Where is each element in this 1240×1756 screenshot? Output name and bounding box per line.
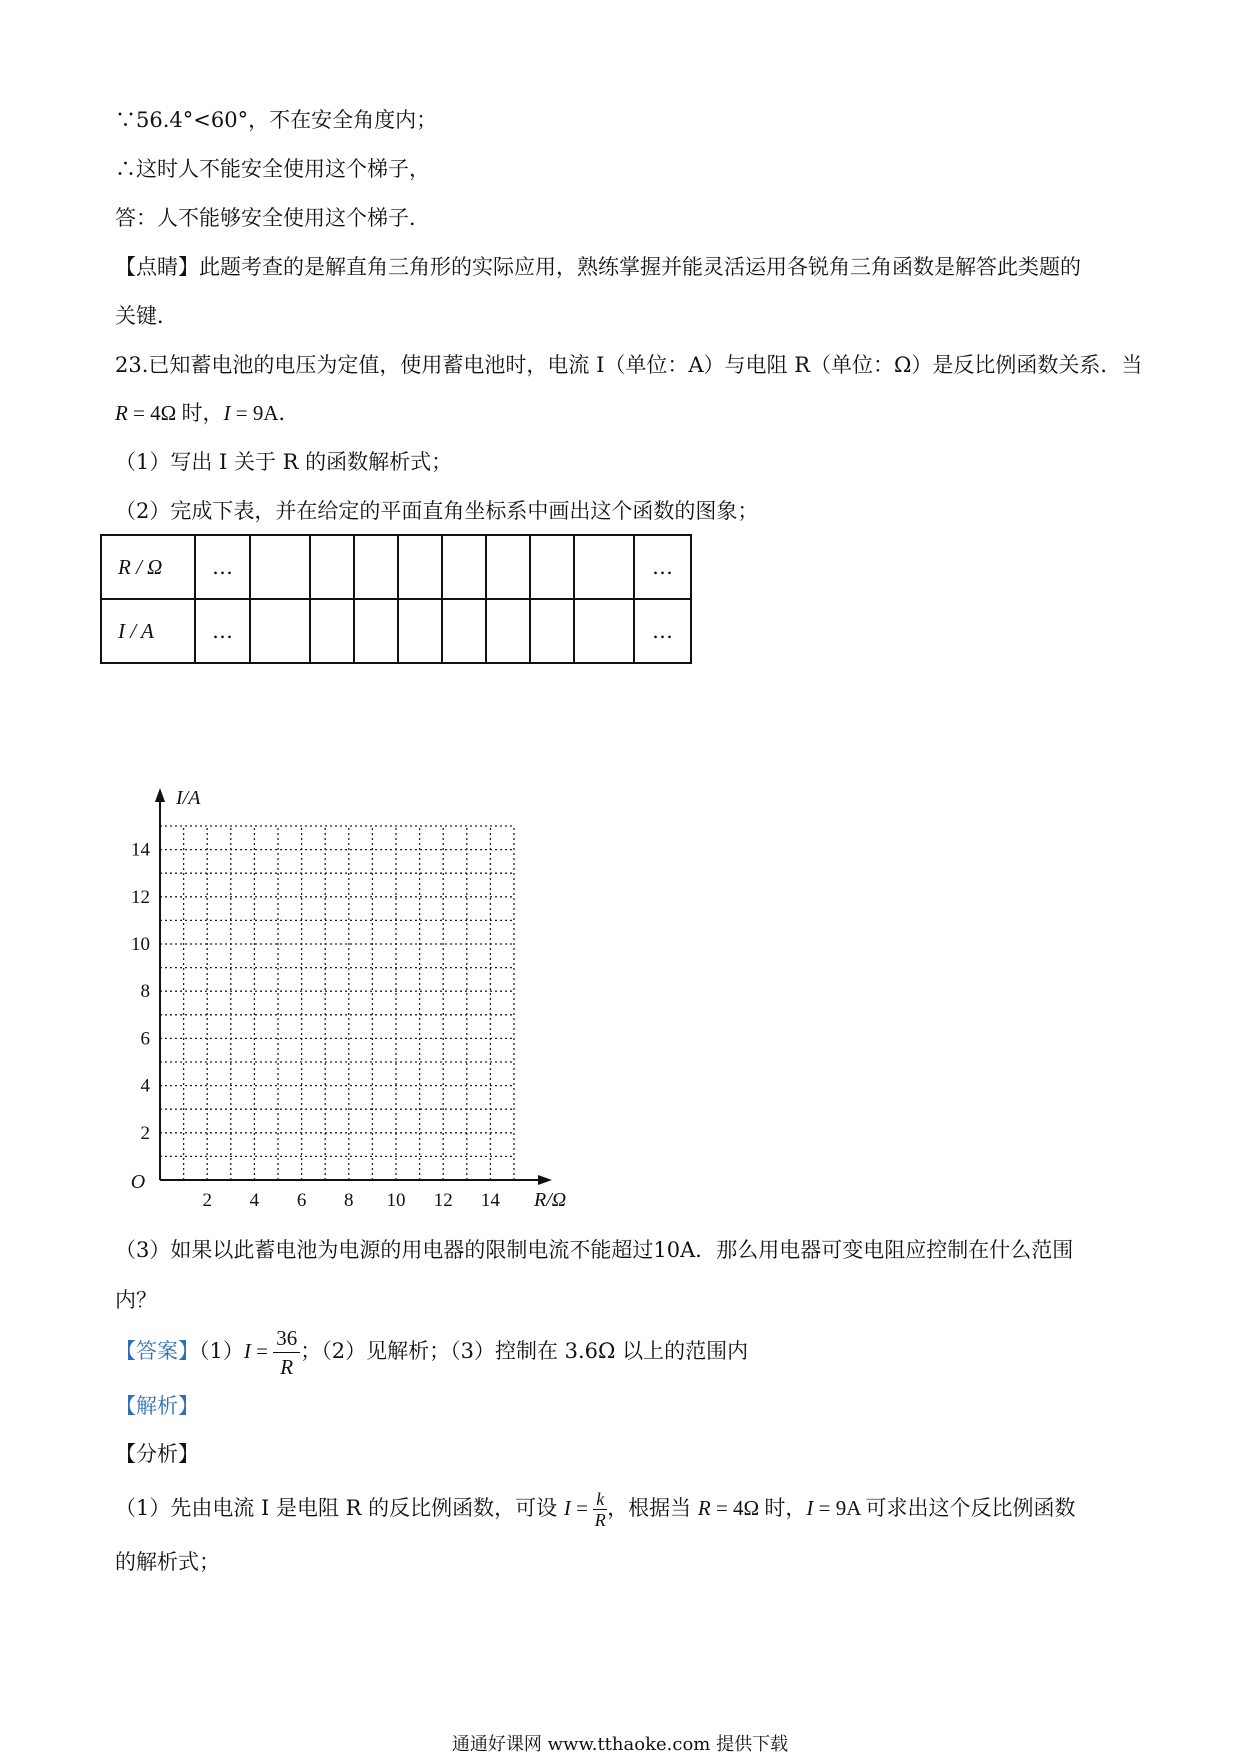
text-line: 内？ <box>115 1288 157 1312</box>
table-cell <box>354 599 398 663</box>
answer-fraction: $\frac{36}{R}$ <box>273 1324 300 1381</box>
x-axis-label: R/Ω <box>534 1189 567 1211</box>
coordinate-grid <box>110 770 580 1220</box>
x-tick-label: 8 <box>344 1190 354 1211</box>
table-header-r: R / Ω <box>101 535 195 599</box>
table-cell <box>574 535 634 599</box>
text-line: 的解析式； <box>115 1550 220 1574</box>
table-cell <box>530 599 574 663</box>
table-row <box>101 599 691 663</box>
table-cell <box>574 599 634 663</box>
table-cell <box>486 535 530 599</box>
y-tick-label: 4 <box>140 1075 150 1097</box>
table-cell <box>310 535 354 599</box>
y-tick-label: 2 <box>140 1122 150 1144</box>
y-tick-label: 12 <box>131 886 150 908</box>
question-23-condition: R = 4Ω 时，I = 9A． <box>115 401 300 425</box>
x-tick-label: 6 <box>296 1190 307 1211</box>
table-cell <box>442 535 486 599</box>
x-tick-label: 10 <box>386 1190 406 1211</box>
y-axis-label: I/A <box>176 787 201 809</box>
table-cell <box>310 599 354 663</box>
y-tick-label: 8 <box>140 981 150 1003</box>
table-cell: … <box>634 535 691 599</box>
y-tick-label: 14 <box>131 839 150 861</box>
footer: 通通好课网 www.tthaoke.com 提供下载 <box>451 1734 789 1755</box>
origin-label: O <box>130 1171 146 1193</box>
answer-label: 【答案】 <box>115 1339 199 1363</box>
x-tick-label: 4 <box>249 1190 260 1211</box>
text-line: 【点睛】此题考查的是解直角三角形的实际应用，熟练掌握并能灵活运用各锐角三角函数是解答此类题的 <box>115 255 1081 279</box>
text-line: 关键． <box>115 304 178 328</box>
table-cell: … <box>195 535 250 599</box>
analysis-label: 【解析】 <box>115 1394 199 1418</box>
k-over-r-fraction: $\frac{k}{R}$ <box>594 1489 606 1530</box>
text-line: ∴这时人不能安全使用这个梯子， <box>115 157 430 181</box>
table-cell <box>250 535 310 599</box>
x-tick-label: 2 <box>202 1190 212 1211</box>
text-line: ∵56.4°<60°，不在安全角度内； <box>115 108 438 132</box>
x-tick-label: 12 <box>433 1190 453 1211</box>
text-line: 答：人不能够安全使用这个梯子． <box>115 206 430 230</box>
table-cell <box>398 599 442 663</box>
table-cell <box>250 599 310 663</box>
x-tick-label: 14 <box>480 1190 500 1211</box>
sub-question-1: （1）写出 I 关于 R 的函数解析式； <box>115 450 453 474</box>
table-cell: … <box>634 599 691 663</box>
table-row <box>101 535 691 599</box>
value-table <box>100 534 692 664</box>
sub-question-2: （2）完成下表，并在给定的平面直角坐标系中画出这个函数的图象； <box>115 499 759 523</box>
sub-question-3: （3）如果以此蓄电池为电源的用电器的限制电流不能超过10A．那么用电器可变电阻应控制在什么范围 <box>115 1238 1074 1262</box>
table-cell <box>442 599 486 663</box>
y-tick-label: 10 <box>131 934 150 955</box>
table-cell: … <box>195 599 250 663</box>
fenxi-label: 【分析】 <box>115 1442 199 1466</box>
question-23-text: 23.已知蓄电池的电压为定值，使用蓄电池时，电流 I（单位：A）与电阻 R（单位：Ω）是反比例函数关系．当 <box>115 353 1143 377</box>
table-cell <box>486 599 530 663</box>
answer-line: 【答案】（1）I = $\frac{36}{R}$ ；（2）见解析；（3）控制在 3.6Ω 以上的范围内 <box>115 1326 749 1379</box>
table-cell <box>398 535 442 599</box>
table-cell <box>354 535 398 599</box>
table-header-i: I / A <box>101 599 195 663</box>
y-axis-arrow-icon <box>155 788 165 802</box>
table-cell <box>530 535 574 599</box>
x-axis-arrow-icon <box>538 1175 552 1185</box>
solution-line: （1）先由电流 I 是电阻 R 的反比例函数，可设 I = $\frac{k}{R}$ ，根据当 R = 4Ω 时，I = 9A 可求出这个反比例函数 <box>115 1489 1076 1530</box>
y-tick-label: 6 <box>140 1028 150 1050</box>
